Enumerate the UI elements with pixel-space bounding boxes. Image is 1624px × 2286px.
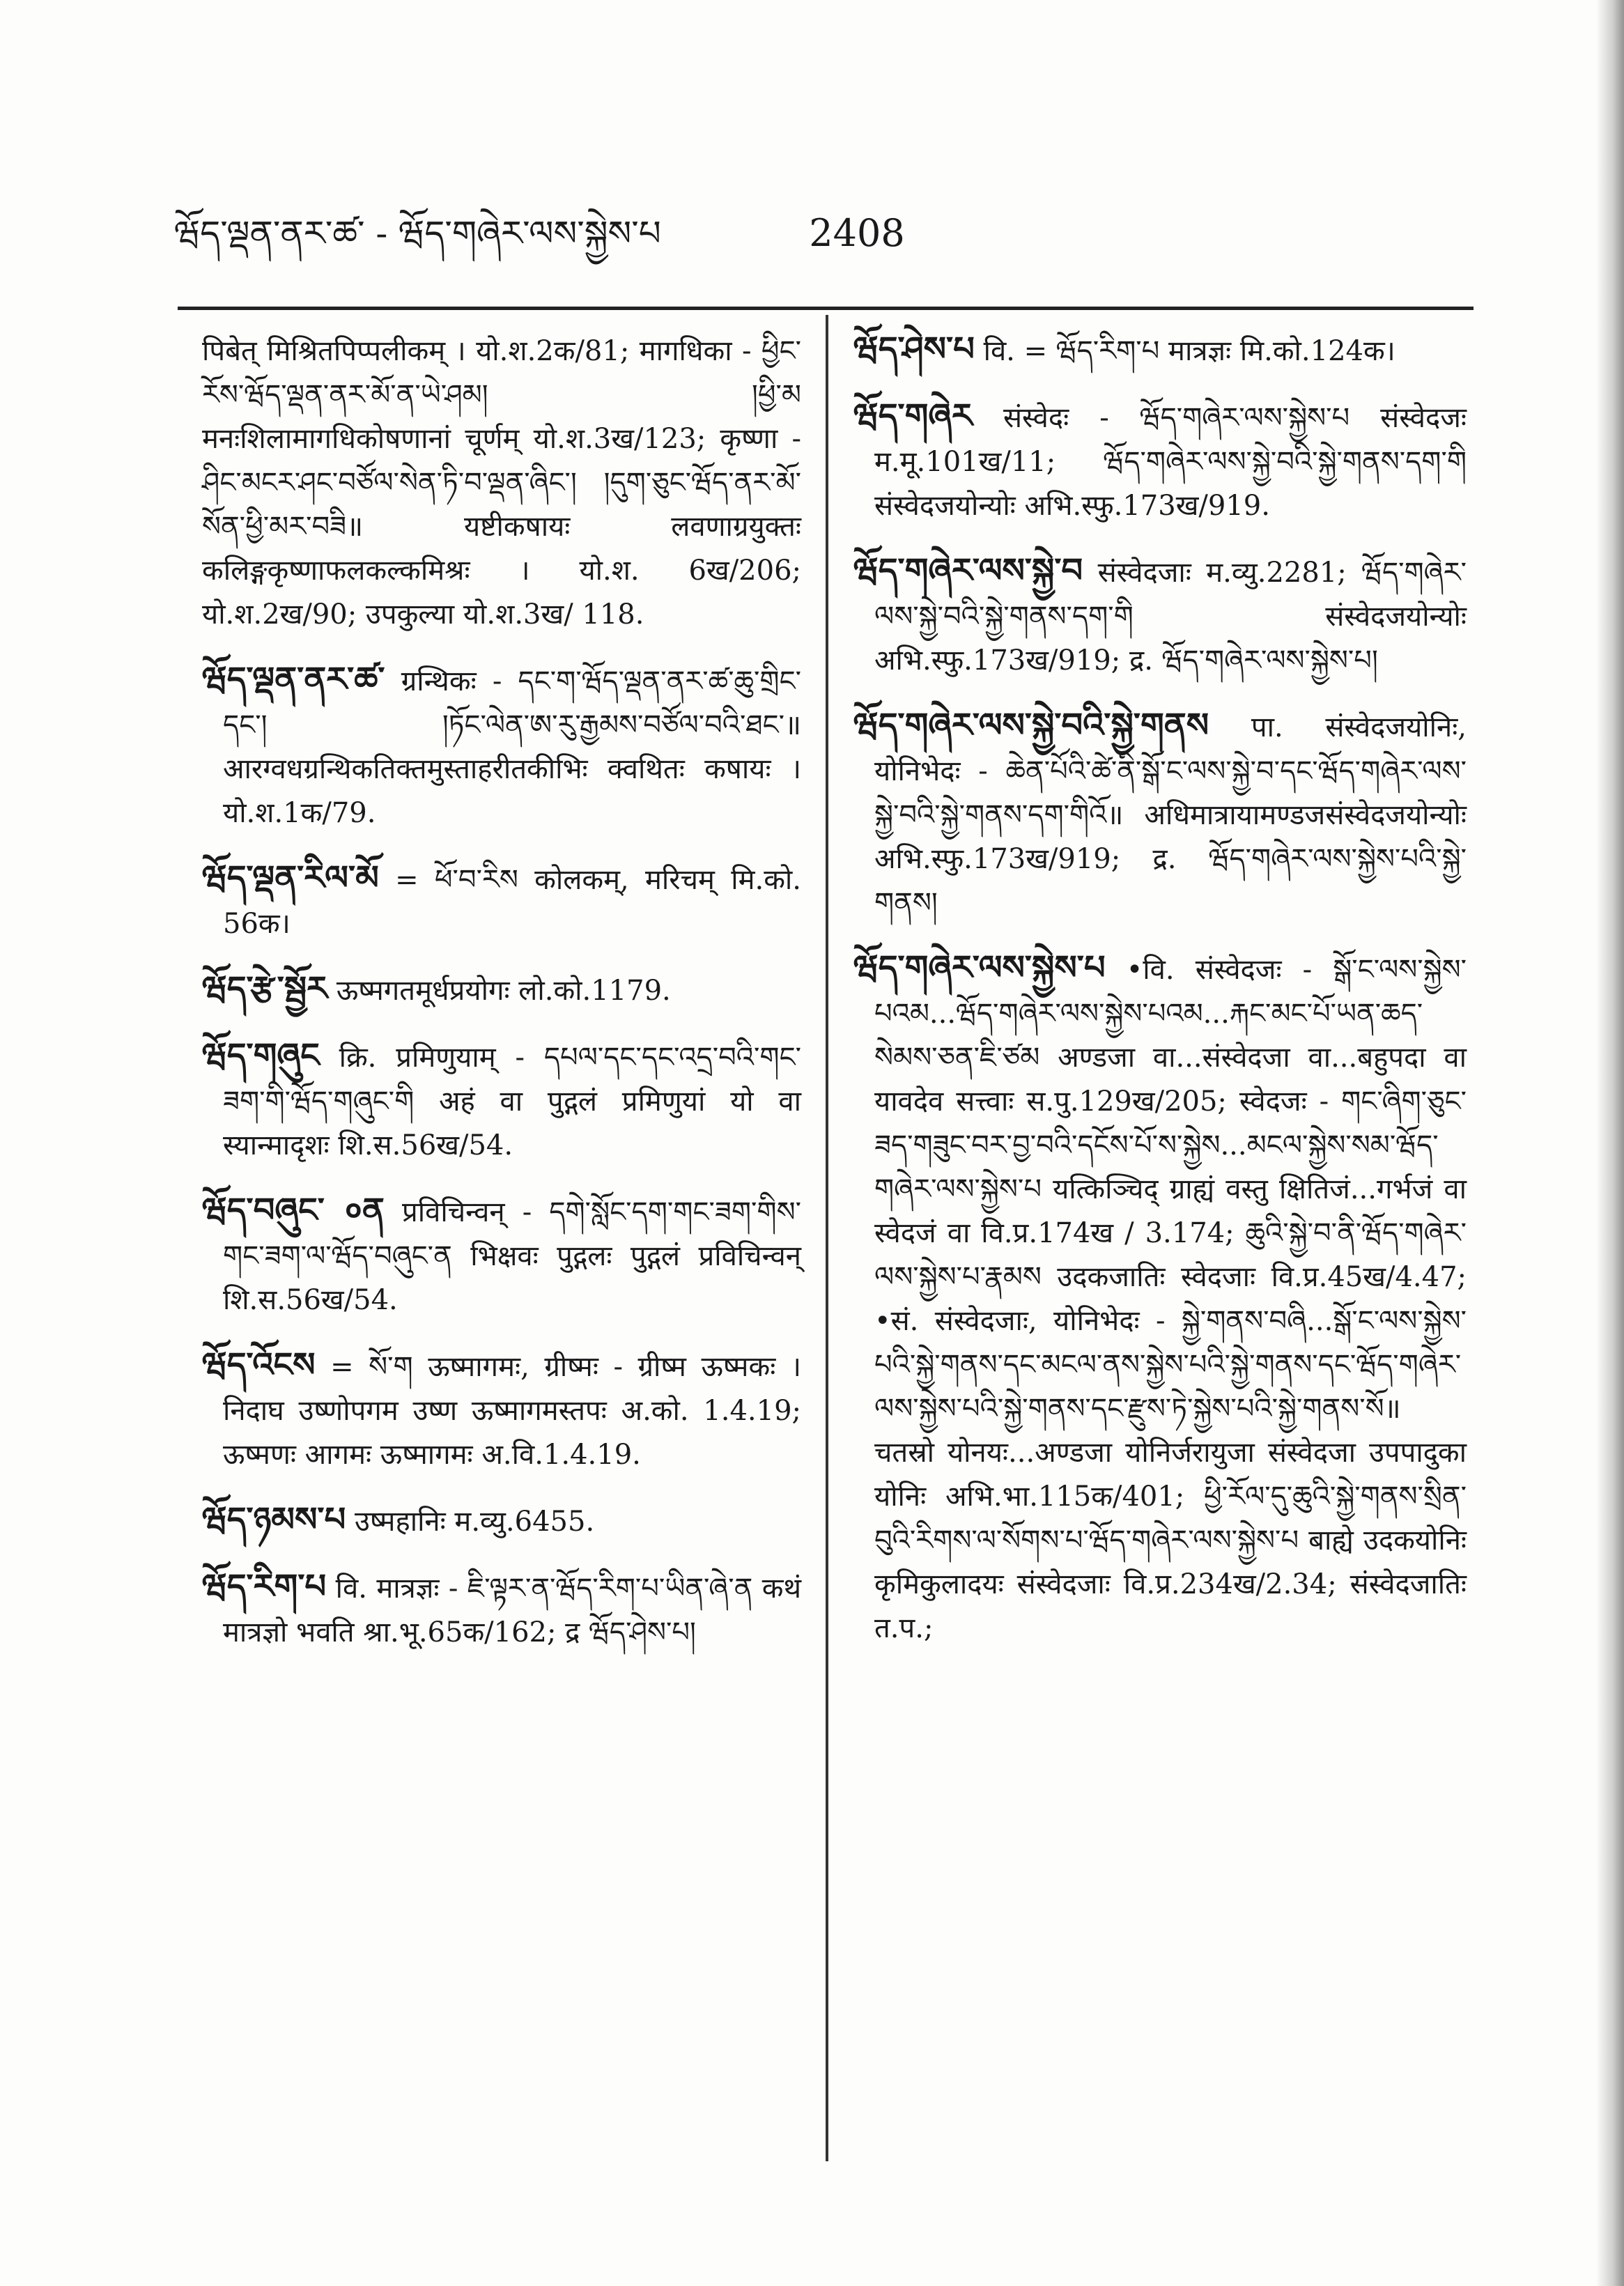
entry-headword: ཝོད་རྩེ་སྦྱོར (202, 969, 328, 1008)
entry-headword: ཝོད་གཞུང (202, 1036, 320, 1075)
right-column (853, 327, 1467, 1671)
entry-headword: ཝོད་ཉམས་པ (202, 1500, 346, 1539)
dictionary-entry (202, 1034, 801, 1168)
dictionary-entry (853, 946, 1467, 1651)
entry-definition: = སོ་ག ऊष्मागमः, ग्रीष्मः - ग्रीष्म ऊष्मकः । निदाघ उष्णोपगम उष्ण ऊष्मागमस्तपः अ.को. 1.4.19; ऊष्मणः आगमः ऊष्मागमः अ.वि.1.4.19. (223, 1351, 801, 1471)
dictionary-entry (853, 549, 1467, 683)
dictionary-entry (853, 327, 1467, 373)
entry-definition: वि. मात्रज्ञः - ཇི་ལྟར་ན་ཝོད་རིག་པ་ཡིན་ཞེ་ན कथं मात्रज्ञो भवति श्रा.भू.65क/162; द्र ཝོད་ཤེས་པ། (223, 1573, 802, 1648)
header-rule (178, 307, 1474, 310)
entry-definition: पिबेत् मिश्रितपिप्पलीकम् । यो.श.2क/81; मागधिका - ཕྱིང་རོས་ཝོད་ལྡན་ནར་མོ་ན་ཡེ་ཤམ། །ཕྱི་མ मनःशिलामागधिकोषणानां चूर्णम् यो.श.3ख/123; कृष्णा - ཤིང་མངར་ཤང་བཙོལ་སེན་ཏི་བ་ལྡན་ཞིང་། །དུག་ཅུང་ཝོད་ནར་མོ་སོན་ཕྱི་མར་བཟི॥ यष्टीकषायः लवणाग्रयुक्तः कलिङ्गकृष्णाफलकल्कमिश्रः । यो.श. 6ख/206; यो.श.2ख/90; उपकुल्या यो.श.3ख/ 118. (202, 335, 801, 631)
entry-headword: ཝོད་གཞེར་ལས་སྐྱེ་བ (853, 551, 1083, 590)
dictionary-entry (202, 658, 801, 835)
entry-definition: क्रि. प्रमिणुयाम् - དཔལ་དང་དང་འདྲ་བའི་གང་ཟག་གི་ཝོད་གཞུང་གི अहं वा पुद्गलं प्रमिणुयां यो वा स्यान्मादृशः शि.स.56ख/54. (223, 1042, 801, 1161)
entry-headword: ཝོད་ལྡན་ནར་ཚ་ (202, 660, 385, 699)
entry-headword: ཝོད་གཞེར་ལས་སྐྱེ་བའི་སྐྱེ་གནས (853, 706, 1209, 745)
running-head: ཝོད་ལྡན་ནར་ཚ་ - ཝོད་གཞེར་ལས་སྐྱེས་པ (174, 213, 661, 254)
dictionary-entry (202, 856, 801, 946)
entry-headword: ཝོད་གཞེར་ལས་སྐྱེས་པ (853, 948, 1106, 987)
entry-definition: ऊष्मगतमूर्धप्रयोगः लो.को.1179. (336, 975, 671, 1007)
entry-headword: ཝོད་འོངས (202, 1345, 316, 1384)
dictionary-entry (853, 394, 1467, 528)
entry-definition: •वि. संस्वेदजः - སྒོ་ང་ལས་སྐྱེས་པའམ...ཝོད་གཞེར་ལས་སྐྱེས་པའམ...རྐང་མང་པོ་ཡན་ཆད་སེམས་ཅན་ཇི་ཙམ अण्डजा वा...संस्वेदजा वा...बहुपदा वा यावदेव सत्त्वाः स.पु.129ख/205; स्वेदजः - གང་ཞིག་ཅུང་ཟད་གཟུང་བར་བྱ་བའི་དངོས་པོ་ས་སྐྱེས...མངལ་སྐྱེས་སམ་ཝོད་གཞེར་ལས་སྐྱེས་པ यत्किञ्चिद् ग्राह्यं वस्तु क्षितिजं...गर्भजं वा स्वेदजं वा वि.प्र.174ख / 3.174; ཆུའི་སྐྱེ་བ་ནི་ཝོད་གཞེར་ལས་སྐྱེས་པ་རྣམས उदकजातिः स्वेदजाः वि.प्र.45ख/4.47; •सं. संस्वेदजाः, योनिभेदः - སྐྱེ་གནས་བཞི...སྒོ་ང་ལས་སྐྱེས་པའི་སྐྱེ་གནས་དང་མངལ་ནས་སྐྱེས་པའི་སྐྱེ་གནས་དང་ཝོད་གཞེར་ལས་སྐྱེས་པའི་སྐྱེ་གནས་དང་རྫུས་ཏེ་སྐྱེས་པའི་སྐྱེ་གནས་སོ॥ चतस्रो योनयः...अण्डजा योनिर्जरायुजा संस्वेदजा उपपादुका योनिः अभि.भा.115क/401; ཕྱི་རོལ་དུ་ཆུའི་སྐྱེ་གནས་སྲིན་བུའི་རིགས་ལ་སོགས་པ་ཝོད་གཞེར་ལས་སྐྱེས་པ बाह्ये उदकयोनिः कृमिकुलादयः संस्वेदजाः वि.प्र.234ख/2.34; संस्वेदजातिः त.प.; (874, 954, 1467, 1644)
entry-definition: संस्वेदः - ཝོད་གཞེར་ལས་སྐྱེས་པ संस्वेदजः म.मू.101ख/11; ཝོད་གཞེར་ལས་སྐྱེ་བའི་སྐྱེ་གནས་དག་གི संस्वेदजयोन्योः अभि.स्फु.173ख/919. (874, 402, 1467, 522)
dictionary-entry (202, 1498, 801, 1544)
entry-definition: पा. संस्वेदजयोनिः, योनिभेदः - ཆེན་པོའི་ཚེ་ནི་སྒོ་ང་ལས་སྐྱེ་བ་དང་ཝོད་གཞེར་ལས་སྐྱེ་བའི་སྐྱེ་གནས་དག་གིའོ॥ अधिमात्रायामण्डजसंस्वेदजयोन्योः अभि.स्फु.173ख/919; द्र. ཝོད་གཞེར་ལས་སྐྱེས་པའི་སྐྱེ་གནས། (874, 711, 1467, 919)
entry-definition: = ཕོ་བ་རིས कोलकम्, मरिचम् मि.को. 56क। (223, 864, 802, 940)
column-divider (826, 315, 828, 2161)
dictionary-entry (202, 1565, 801, 1655)
entry-headword: ཝོད་གཞེར (853, 396, 973, 435)
entry-headword: ཝོད་རིག་པ (202, 1567, 327, 1606)
dictionary-entry (853, 704, 1467, 925)
entry-definition: वि. = ཝོད་རིག་པ मात्रज्ञः मि.को.124क। (983, 335, 1395, 367)
dictionary-entry (202, 967, 801, 1013)
entry-definition: उष्महानिः म.व्यु.6455. (354, 1506, 595, 1538)
dictionary-entry (202, 1189, 801, 1322)
entry-headword: ཝོད་ལྡན་རིལ་མོ (202, 858, 379, 897)
entry-definition: ग्रन्थिकः - དང་ག་ཝོད་ལྡན་ནར་ཚ་ཆུ་གྲིང་དང་། །ཏོང་ལེན་ཨ་རུ་རྒྱམས་བཙོལ་བའི་ཐང་॥ आरग्वधग्रन्थिकतिक्तमुस्ताहरीतकीभिः क्वथितः कषायः । यो.श.1क/79. (223, 665, 802, 829)
entry-definition: संस्वेदजाः म.व्यु.2281; ཝོད་གཞེར་ལས་སྐྱེ་བའི་སྐྱེ་གནས་དག་གི संस्वेदजयोन्योः अभि.स्फु.173ख/919; द्र. ཝོད་གཞེར་ལས་སྐྱེས་པ། (874, 557, 1467, 677)
page-number: 2408 (809, 211, 905, 255)
entry-headword: ཝོད་བཞུང་ ०ན (202, 1191, 385, 1230)
entry-headword: ཝོད་ཤེས་པ (853, 330, 975, 369)
dictionary-entry (202, 1343, 801, 1477)
scan-edge-shadow (1596, 0, 1624, 2286)
left-column (202, 327, 801, 1676)
dictionary-entry (202, 327, 801, 637)
entry-definition: प्रविचिन्वन् - དགེ་སློང་དག་གང་ཟག་གིས་གང་ཟག་ལ་ཝོད་བཞུང་ན भिक्षवः पुद्गलः पुद्गलं प्रविचिन्वन् शि.स.56ख/54. (223, 1196, 801, 1316)
